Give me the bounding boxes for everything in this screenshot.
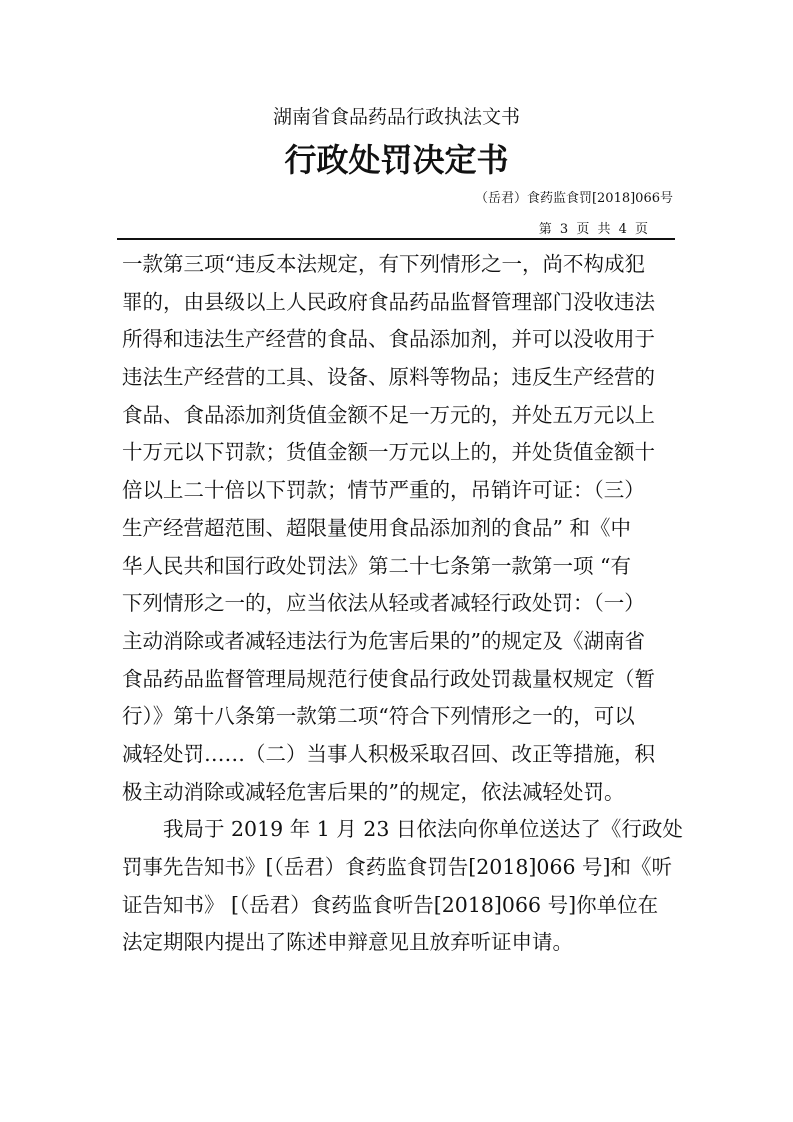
body-line: 十万元以下罚款；货值金额一万元以上的，并处货值金额十 [122,440,655,465]
document-number: （岳君）食药监食罚[2018]066号 [474,191,673,206]
body-line: 证告知书》 [（岳君）食药监食听告[2018]066 号]你单位在 [122,892,659,917]
page-indicator: 第 3 页 共 4 页 [538,222,648,237]
body-text [122,246,683,962]
body-line: 一款第三项“违反本法规定，有下列情形之一，尚不构成犯 [122,252,645,276]
body-line: 食品药品监督管理局规范行使食品行政处罚裁量权规定（暂 [122,666,655,691]
header-divider [117,238,675,240]
body-line: 华人民共和国行政处罚法》第二十七条第一款第一项 “有 [122,553,631,578]
body-line: 主动消除或者减轻违法行为危害后果的”的规定及《湖南省 [122,628,645,653]
body-line: 减轻处罚……（二）当事人积极采取召回、改正等措施，积 [122,741,655,766]
agency-doc-type-heading: 湖南省食品药品行政执法文书 [272,106,520,128]
paragraph-start-line: 我局于 2019 年 1 月 23 日依法向你单位送达了《行政处 [163,817,683,842]
body-line: 法定期限内提出了陈述申辩意见且放弃听证申请。 [122,930,573,955]
body-line: 下列情形之一的，应当依法从轻或者减轻行政处罚：（一） [122,591,645,616]
body-line: 违法生产经营的工具、设备、原料等物品；违反生产经营的 [122,365,655,390]
body-line: 行）》第十八条第一款第二项“符合下列情形之一的，可以 [122,704,635,729]
body-line: 倍以上二十倍以下罚款；情节严重的，吊销许可证：（三） [122,478,645,503]
body-line: 罪的，由县级以上人民政府食品药品监督管理部门没收违法 [122,289,655,314]
body-line: 极主动消除或减轻危害后果的”的规定，依法减轻处罚。 [122,779,625,804]
body-line: 所得和违法生产经营的食品、食品添加剂，并可以没收用于 [122,327,655,352]
body-line: 生产经营超范围、超限量使用食品添加剂的食品” 和《中 [122,515,631,540]
body-line: 罚事先告知书》[（岳君）食药监食罚告[2018]066 号]和《听 [122,855,673,879]
body-line: 食品、食品添加剂货值金额不足一万元的，并处五万元以上 [122,402,655,427]
document-title: 行政处罚决定书 [284,141,509,179]
